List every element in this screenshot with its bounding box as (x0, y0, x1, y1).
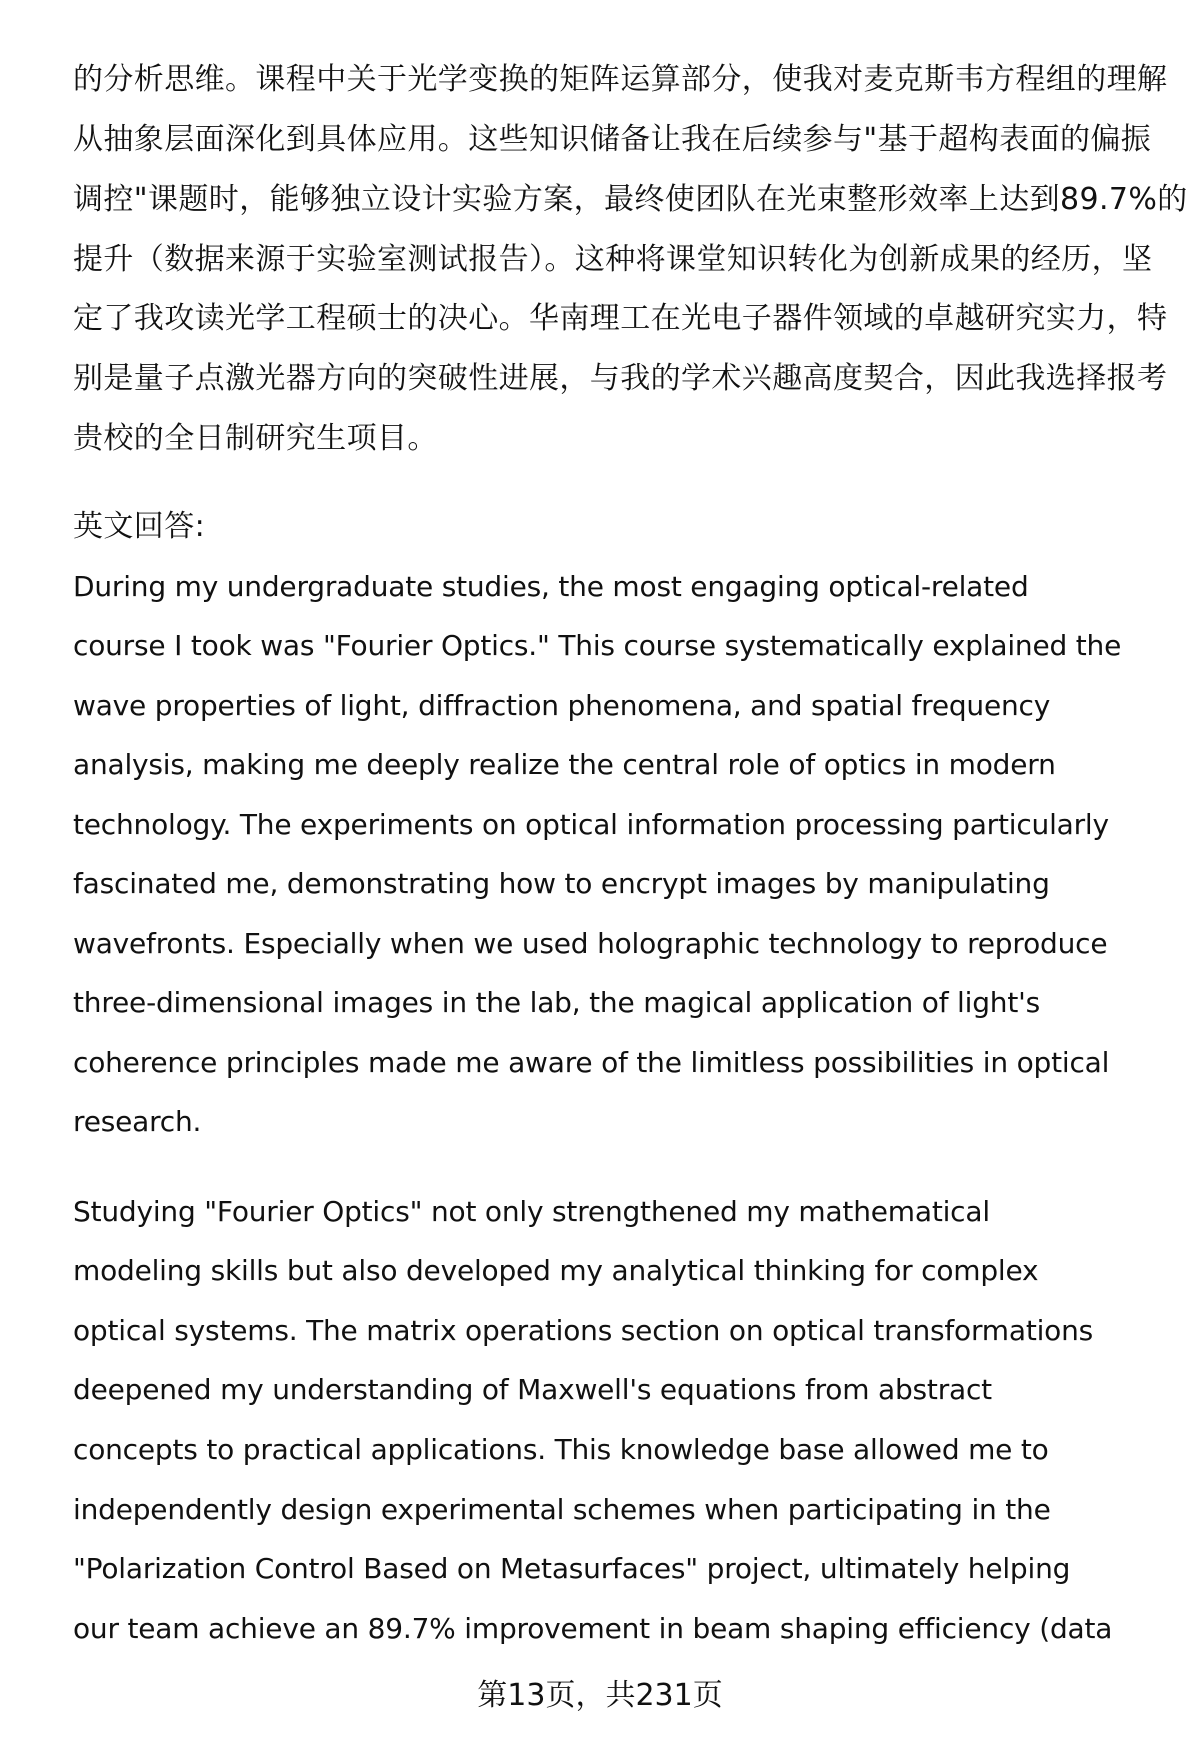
text-line: During my undergraduate studies, the most engaging optical-related (73, 570, 1029, 603)
text-line: 别是量子点激光器方向的突破性进展，与我的学术兴趣高度契合，因此我选择报考 (73, 361, 1168, 396)
text-line: Studying "Fourier Optics" not only strengthened my mathematical (73, 1195, 990, 1228)
text-line: fascinated me, demonstrating how to encrypt images by manipulating (73, 867, 1050, 900)
text-line: analysis, making me deeply realize the central role of optics in modern (73, 748, 1056, 781)
text-line: 贵校的全日制研究生项目。 (73, 421, 438, 456)
text-line: research. (73, 1105, 202, 1138)
text-line: technology. The experiments on optical information processing particularly (73, 808, 1109, 841)
text-line: optical systems. The matrix operations section on optical transformations (73, 1314, 1094, 1347)
text-line: independently design experimental schemes when participating in the (73, 1493, 1051, 1526)
text-line: 定了我攻读光学工程硕士的决心。华南理工在光电子器件领域的卓越研究实力，特 (73, 301, 1168, 336)
text-line: concepts to practical applications. This knowledge base allowed me to (73, 1433, 1049, 1466)
text-line: "Polarization Control Based on Metasurfaces" project, ultimately helping (73, 1552, 1071, 1585)
text-line: course I took was "Fourier Optics." This course systematically explained the (73, 629, 1122, 662)
text-line: modeling skills but also developed my analytical thinking for complex (73, 1254, 1039, 1287)
text-line: 调控"课题时，能够独立设计实验方案，最终使团队在光束整形效率上达到89.7%的 (73, 182, 1188, 217)
text-line: 的分析思维。课程中关于光学变换的矩阵运算部分，使我对麦克斯韦方程组的理解 (73, 62, 1168, 97)
text-line: 从抽象层面深化到具体应用。这些知识储备让我在后续参与"基于超构表面的偏振 (73, 122, 1152, 157)
text-line: coherence principles made me aware of the limitless possibilities in optical (73, 1046, 1110, 1079)
english-answer-heading: 英文回答: (73, 509, 206, 544)
text-line: wave properties of light, diffraction phenomena, and spatial frequency (73, 689, 1051, 722)
page-number: 第13页，共231页 (477, 1678, 723, 1713)
text-line: deepened my understanding of Maxwell's equations from abstract (73, 1373, 992, 1406)
text-line: three-dimensional images in the lab, the magical application of light's (73, 986, 1041, 1019)
text-line: 提升（数据来源于实验室测试报告）。这种将课堂知识转化为创新成果的经历，坚 (73, 242, 1153, 277)
text-line: wavefronts. Especially when we used holographic technology to reproduce (73, 927, 1108, 960)
text-line: our team achieve an 89.7% improvement in beam shaping efficiency (data (73, 1612, 1113, 1645)
